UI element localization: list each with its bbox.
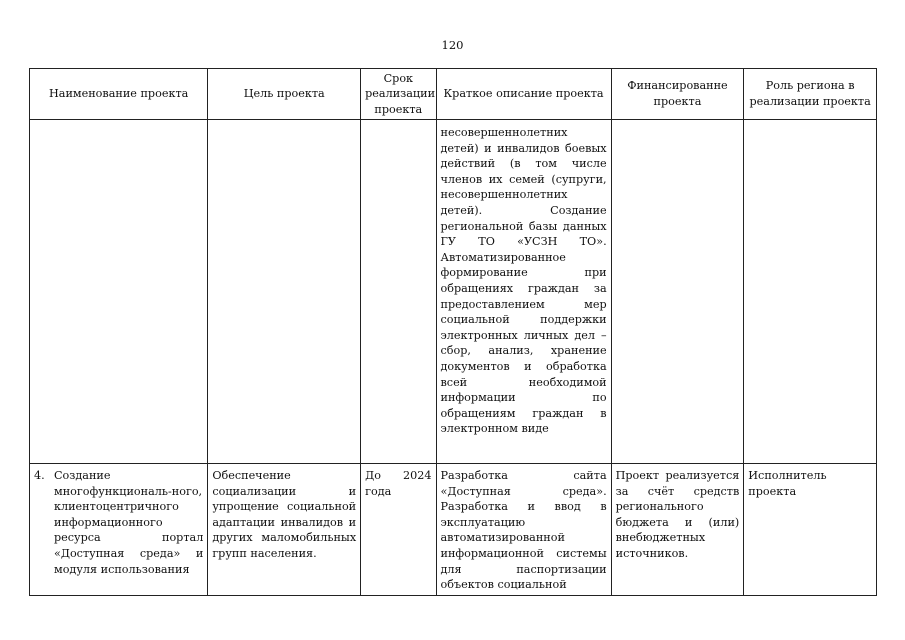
header-project-description: Краткое описание проекта [436, 69, 611, 120]
header-project-financing: Финансированне проекта [611, 69, 744, 120]
table-row-continued [30, 120, 877, 464]
cell-empty-role [744, 120, 877, 464]
row-number: 4. [34, 469, 45, 482]
cell-empty-goal [208, 120, 361, 464]
page-number: 120 [441, 38, 464, 52]
cell-empty-financing [611, 120, 744, 464]
cell-region-role: Исполнитель проекта [744, 464, 877, 596]
header-project-name: Наименование проекта [30, 69, 208, 120]
cell-continued-description: несовершеннолетних детей) и инвалидов боевых действий (в том числе членов их семей (супруги, несовершеннолетних детей). Создание региональной базы данных ГУ ТО «УСЗН ТО». Автоматизированное формирование при обращениях граждан за предоставлением мер социальной поддержки электронных личных дел – сбор, анализ, хранение документов и обработка всей необходимой информации по обращениям граждан в электронном виде [436, 120, 611, 464]
table-row-4 [30, 464, 877, 596]
cell-empty-term [361, 120, 436, 464]
cell-project-goal: Обеспечение социализации и упрощение социальной адаптации инвалидов и других маломобильных групп населения. [208, 464, 361, 596]
cell-empty-name [30, 120, 208, 464]
header-region-role: Роль региона в реализации проекта [744, 69, 877, 120]
header-project-goal: Цель проекта [208, 69, 361, 120]
project-name-text: Создание многофункциональ-ного, клиентоцентричного информационного ресурса портал «Доступная среда» и модуля использования [54, 469, 204, 576]
cell-project-name [30, 464, 208, 596]
cell-project-financing: Проект реализуется за счёт средств регионального бюджета и (или) внебюджетных источников. [611, 464, 744, 596]
cell-project-term: До 2024 года [361, 464, 436, 596]
table-header-row [30, 69, 877, 120]
cell-project-description: Разработка сайта «Доступная среда». Разработка и ввод в эксплуатацию автоматизированной информационной системы для паспортизации объектов социальной [436, 464, 611, 596]
header-project-term: Срок реализации проекта [361, 69, 436, 120]
projects-table [29, 68, 877, 596]
